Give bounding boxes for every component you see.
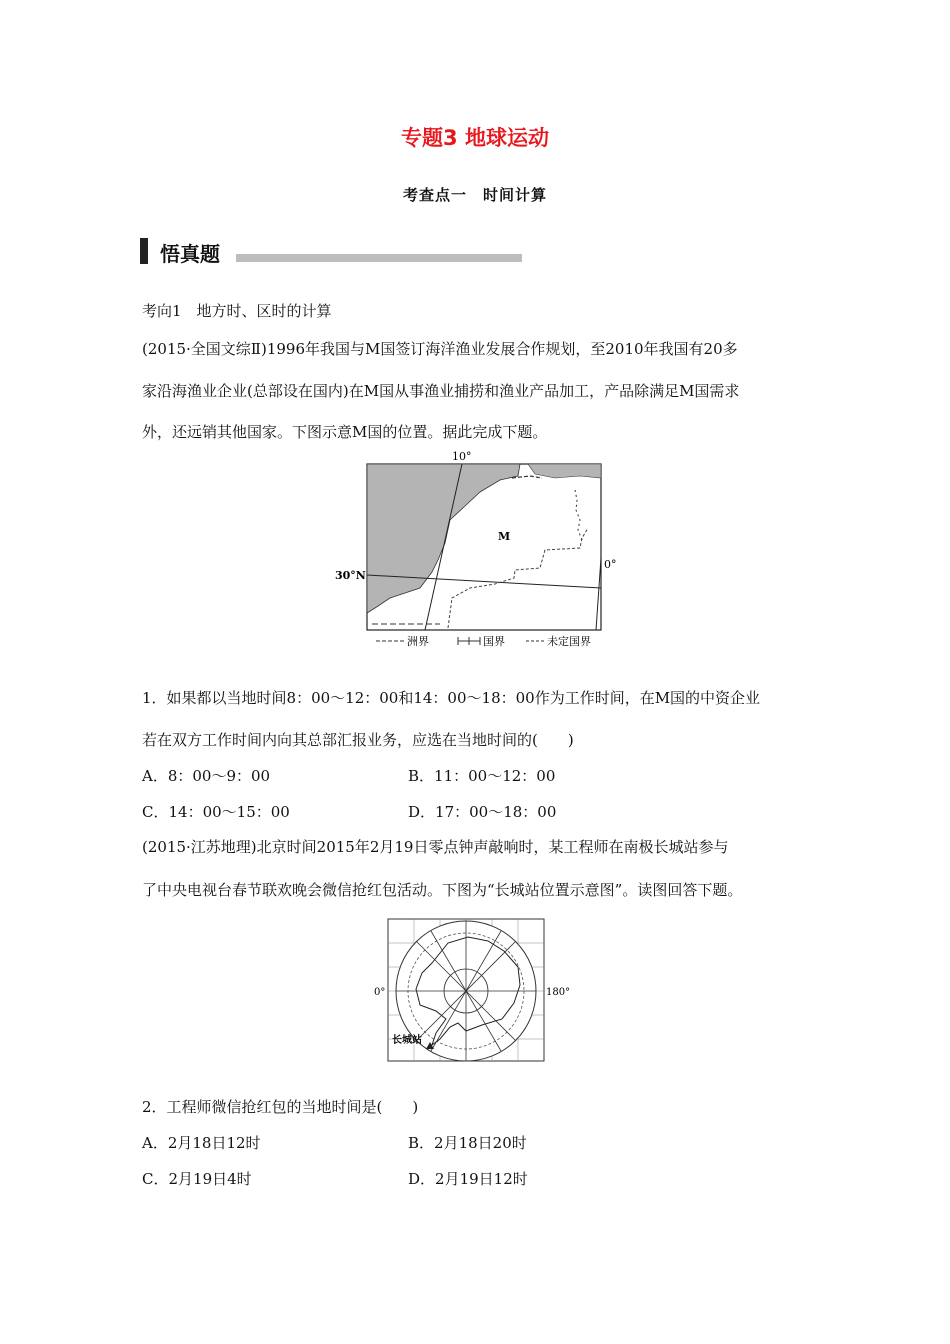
q2-stem: 2．工程师微信抢红包的当地时间是( ): [142, 1098, 419, 1116]
section-divider: [236, 254, 522, 262]
q1-stem-line: 若在双方工作时间内向其总部汇报业务，应选在当地时间的( ): [142, 731, 574, 749]
antarctica-map: [370, 915, 570, 1065]
legend-undetermined: 未定国界: [547, 635, 591, 648]
section-marker-bar: [140, 238, 148, 264]
passage2-line: (2015·江苏地理)北京时间2015年2月19日零点钟声敲响时，某工程师在南极长城站参与: [142, 838, 729, 856]
q1-option-b: B．11：00～12：00: [408, 767, 556, 785]
q1-option-d: D．17：00～18：00: [408, 803, 557, 821]
passage1-line: 家沿海渔业企业(总部设在国内)在M国从事渔业捕捞和渔业产品加工，产品除满足M国需求: [142, 382, 740, 400]
passage1-line: 外，还远销其他国家。下图示意M国的位置。据此完成下题。: [142, 423, 548, 441]
lat-label: 30°N: [335, 569, 366, 582]
q2-option-a: A．2月18日12时: [142, 1134, 261, 1152]
legend-national: 国界: [483, 635, 505, 648]
lon-label: 10°: [452, 450, 472, 463]
map2-left-label: 0°: [374, 987, 386, 998]
page-title: 专题3 地球运动: [401, 126, 549, 150]
q1-option-c: C．14：00～15：00: [142, 803, 290, 821]
section-title: 悟真题: [160, 242, 220, 266]
q2-option-d: D．2月19日12时: [408, 1170, 528, 1188]
legend-continent: 洲界: [407, 635, 429, 648]
passage1-line: (2015·全国文综Ⅱ)1996年我国与M国签订海洋渔业发展合作规划，至2010年我国有20多: [142, 340, 738, 358]
passage2-line: 了中央电视台春节联欢晚会微信抢红包活动。下图为“长城站位置示意图”。读图回答下题。: [142, 881, 743, 899]
q2-option-c: C．2月19日4时: [142, 1170, 252, 1188]
station-label: 长城站: [392, 1035, 422, 1046]
page-subtitle: 考查点一 时间计算: [402, 186, 547, 204]
q2-option-b: B．2月18日20时: [408, 1134, 527, 1152]
map2-right-label: 180°: [546, 987, 570, 998]
lon0-label: 0°: [604, 558, 617, 571]
m-country-map: [330, 448, 620, 652]
country-label: M: [498, 530, 511, 543]
topic-heading: 考向1 地方时、区时的计算: [142, 302, 332, 320]
q1-option-a: A．8：00～9：00: [142, 767, 271, 785]
q1-stem-line: 1．如果都以当地时间8：00～12：00和14：00～18：00作为工作时间，在M国的中资企业: [142, 689, 761, 707]
